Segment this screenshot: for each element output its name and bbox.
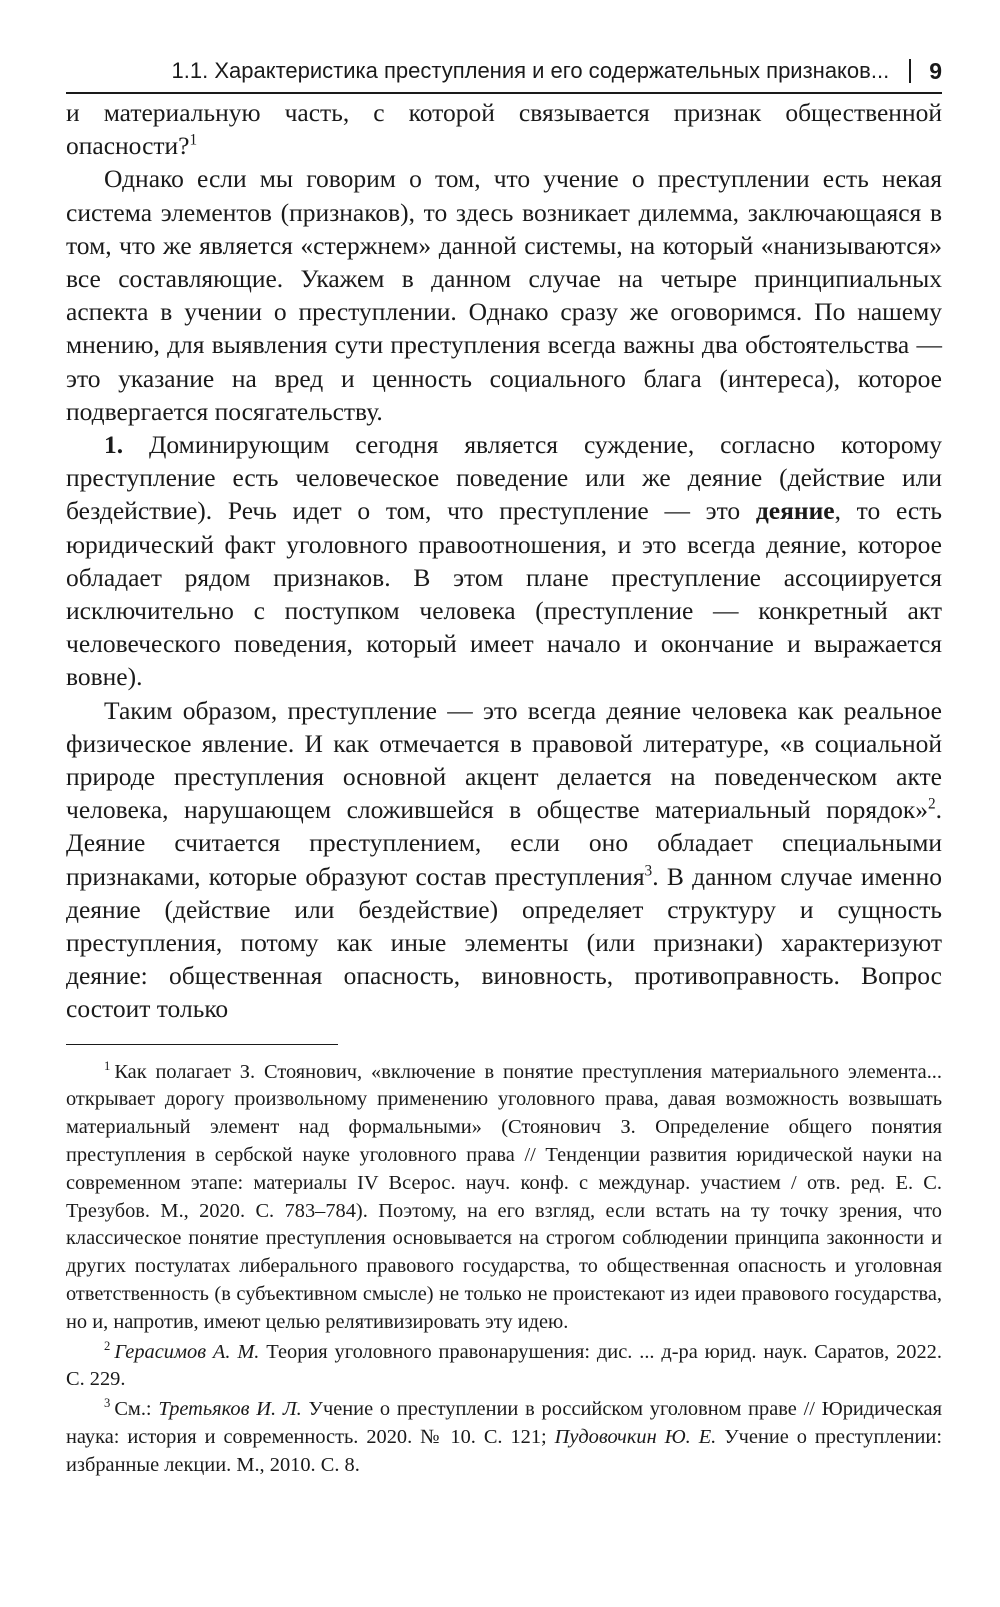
paragraph-1: [66, 96, 942, 162]
footnote-1-text: Как полагает З. Стоянович, «включение в понятие преступления материального элемента... открывает дорогу произвольному применению уголовного права, давая возможность возвышать материальный элемент над формальными» (Стоянович З. Определение общего понятия преступления в сербской науке уголовного права // Тенденции развития юридической науки на современном этапе: материалы IV Всерос. науч. конф. с междунар. участием / отв. ред. Е. С. Трезубов. М., 2020. С. 783–784). Поэтому, на его взгляд, если встать на ту точку зрения, что классическое понятие преступления основывается на строгом соблюдении принципа законности и других постулатах либерального правового государства, то общественная опасность и уголовная ответственность (в субъективном смысле) не только не проистекают из идеи правового государства, но и, напротив, имеют целью релятивизировать эту идею.: [66, 1060, 942, 1333]
footnote-ref-2: 2: [927, 795, 936, 813]
main-text: [66, 96, 942, 1026]
footnote-1: [66, 1059, 942, 1337]
footnote-3-author-2: Пудовочкин Ю. Е.: [554, 1426, 717, 1449]
footnote-divider: [66, 1044, 338, 1045]
footnotes: [66, 1059, 942, 1480]
running-title: 1.1. Характеристика преступления и его содержательных признаков...: [171, 58, 890, 83]
footnote-1-number: 1: [104, 1058, 111, 1073]
paragraph-4: [66, 694, 942, 1026]
paragraph-4-text-c: . В данном случае именно деяние (действие или бездействие) определяет структуру и сущность преступления, потому как иные элементы (или признаки) характеризуют деяние: общественная опасность, виновность, противоправность. Вопрос состоит только: [66, 861, 942, 1024]
paragraph-3-number: 1.: [104, 430, 124, 460]
paragraph-2: Однако если мы говорим о том, что учение о преступлении есть некая система элементов (признаков), то здесь возникает дилемма, заключающаяся в том, что же является «стержнем» данной системы, на который «нанизываются» все составляющие. Укажем в данном случае на четыре принципиальных аспекта в учении о преступлении. Однако сразу же оговоримся. По нашему мнению, для выявления сути преступления всегда важны два обстоятельства — это указание на вред и ценность социального блага (интереса), которое подвергается посягательству.: [66, 164, 942, 426]
paragraph-4-text-b: . Деяние считается преступлением, если оно обладает специальными признаками, которые образуют состав преступления: [66, 795, 942, 891]
paragraph-3-text-b: , то есть юридический факт уголовного правоотношения, и это всегда деяние, которое обладает рядом признаков. В этом плане преступление ассоциируется исключительно с поступком человека (преступление — конкретный акт человеческого поведения, который имеет начало и окончание и выражается вовне).: [66, 496, 942, 692]
footnote-3-text-2: Учение о преступлении: избранные лекции. М., 2010. С. 8.: [66, 1426, 942, 1476]
footnote-2-author: Герасимов А. М.: [114, 1340, 260, 1363]
footnote-2-number: 2: [104, 1338, 111, 1353]
footnote-2-text: Теория уголовного правонарушения: дис. ... д-ра юрид. наук. Саратов, 2022. С. 229.: [66, 1340, 942, 1391]
footnote-ref-3: 3: [644, 862, 653, 880]
paragraph-3: [66, 428, 942, 694]
paragraph-1-text: и материальную часть, с которой связывается признак общественной опасности?: [66, 98, 942, 161]
footnote-3-prefix: См.:: [114, 1398, 159, 1421]
paragraph-3-text-a: Доминирующим сегодня является суждение, согласно которому преступление есть человеческое поведение или же деяние (действие или бездействие). Речь идет о том, что преступление — это: [66, 430, 942, 526]
paragraph-4-text-a: Таким образом, преступление — это всегда деяние человека как реальное физическое явление. И как отмечается в правовой литературе, «в социальной природе преступления основной акцент делается на поведенческом акте человека, нарушающем сложившейся в обществе материальный порядок»: [66, 695, 942, 825]
footnote-3-author-1: Третьяков И. Л.: [158, 1398, 302, 1421]
footnote-ref-1: 1: [189, 131, 198, 149]
term-deyanie: деяние: [755, 496, 835, 526]
header-separator: [909, 59, 911, 83]
book-page: [66, 56, 942, 1482]
footnote-3: [66, 1396, 942, 1479]
footnote-3-number: 3: [104, 1396, 111, 1411]
footnote-2: [66, 1339, 942, 1395]
running-head: [66, 56, 942, 94]
page-number: 9: [929, 58, 942, 84]
footnote-3-text-1: Учение о преступлении в российском уголовном праве // Юридическая наука: история и современность. 2020. № 10. С. 121;: [66, 1398, 942, 1449]
